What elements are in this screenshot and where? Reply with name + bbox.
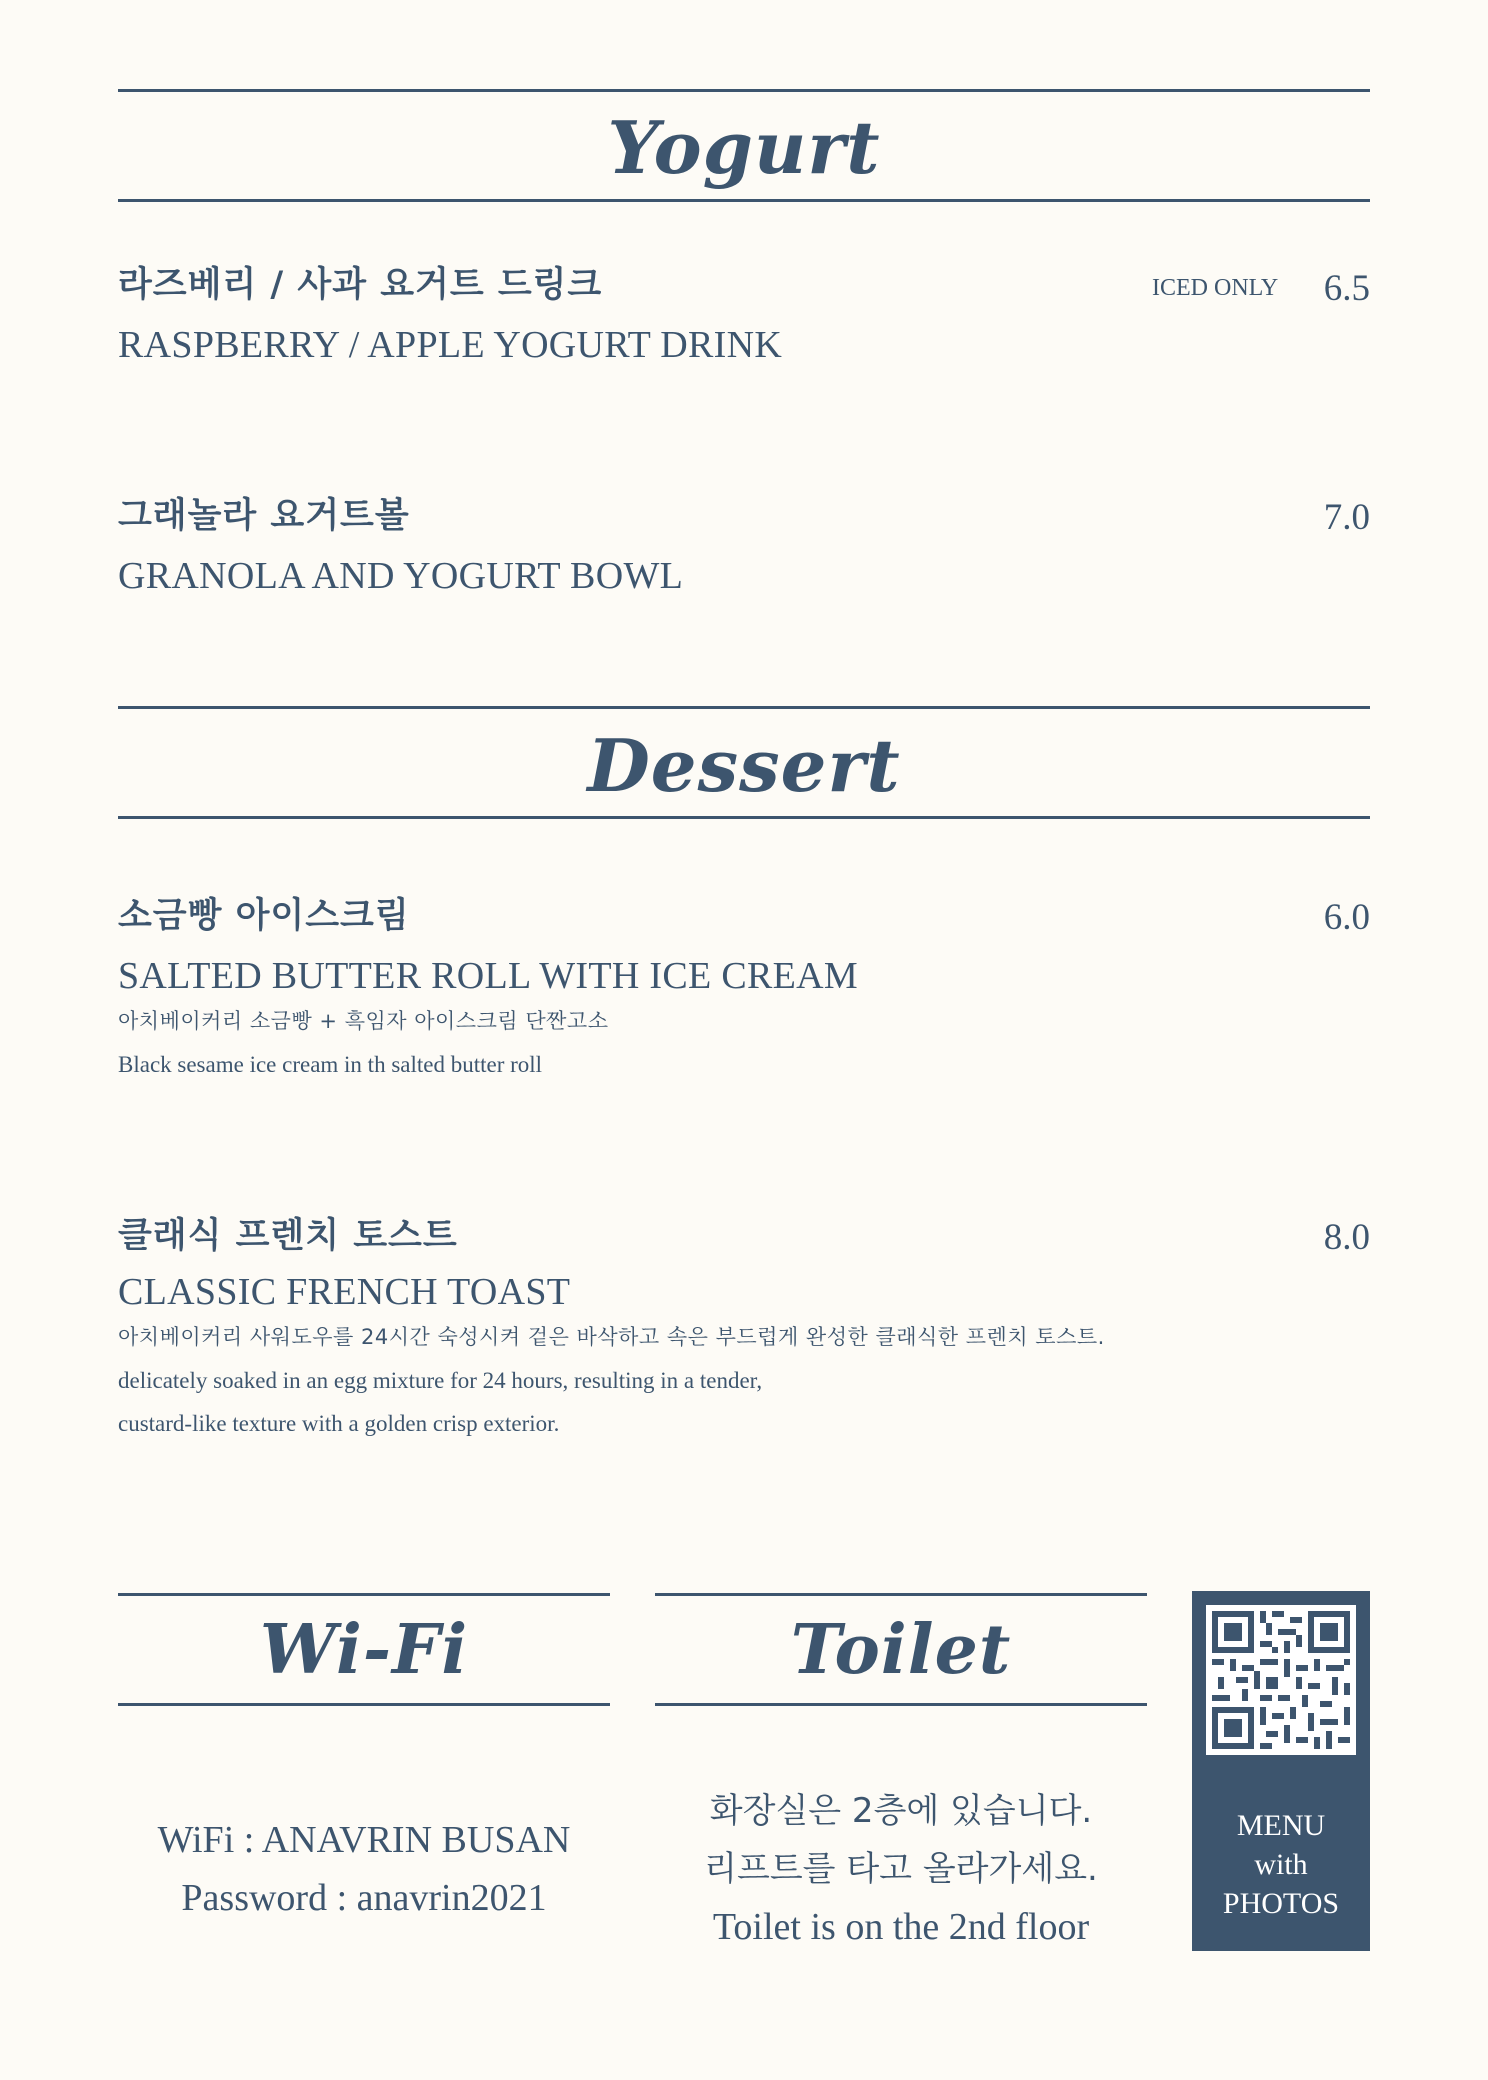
item-description-korean: 아치베이커리 소금빵 + 흑임자 아이스크림 단짠고소 [118,1009,609,1033]
item-description-english: Black sesame ice cream in th salted butter roll [118,1052,543,1077]
dessert-bottom-rule [118,816,1370,819]
item-description-english-line-2: custard-like texture with a golden crisp exterior. [118,1411,560,1436]
item-name-korean: 소금빵 아이스크림 [118,896,410,936]
menu-item-salted-butter-roll [118,896,858,1086]
menu-with-photos-label [1192,1806,1370,1923]
dessert-top-rule [118,706,1370,709]
item-description-english-line-1: delicately soaked in an egg mixture for 24 hours, resulting in a tender, [118,1368,763,1393]
item-price: 7.0 [1323,497,1370,538]
item-name-korean: 그래놀라 요거트볼 [118,496,410,536]
wifi-top-rule [118,1593,610,1596]
item-price: 6.0 [1323,897,1370,938]
item-name-english: RASPBERRY / APPLE YOGURT DRINK [118,324,783,366]
item-name-english: SALTED BUTTER ROLL WITH ICE CREAM [118,955,858,997]
qr-label-line-2: with [1254,1848,1308,1881]
menu-photos-qr-panel[interactable] [1192,1591,1370,1951]
toilet-bottom-rule [655,1703,1147,1706]
wifi-bottom-rule [118,1703,610,1706]
item-name-english: CLASSIC FRENCH TOAST [118,1271,571,1313]
toilet-section-title: Toilet [790,1610,1012,1690]
yogurt-top-rule [118,89,1370,92]
wifi-network-name: WiFi : ANAVRIN BUSAN [157,1819,571,1861]
qr-label-line-3: PHOTOS [1222,1887,1340,1920]
item-price: 8.0 [1323,1217,1370,1258]
wifi-section-title: Wi-Fi [259,1610,469,1690]
toilet-info-korean-line-2: 리프트를 타고 올라가세요. [704,1849,1098,1889]
wifi-password: Password : anavrin2021 [181,1877,547,1919]
menu-item-yogurt-drink [118,265,782,367]
toilet-info-korean-line-1: 화장실은 2층에 있습니다. [709,1791,1093,1831]
item-description-korean: 아치베이커리 사워도우를 24시간 숙성시켜 겉은 바삭하고 속은 부드럽게 완성한 클래식한 프렌치 토스트. [118,1325,1105,1349]
qr-code-icon[interactable] [1206,1605,1356,1755]
qr-label-line-1: MENU [1236,1809,1326,1842]
item-name-english: GRANOLA AND YOGURT BOWL [118,555,684,597]
item-name-korean: 라즈베리 / 사과 요거트 드링크 [118,265,603,305]
dessert-section-title: Dessert [587,723,901,808]
menu-item-granola-bowl [118,496,683,598]
yogurt-section-title: Yogurt [607,105,881,190]
item-name-korean: 클래식 프렌치 토스트 [118,1216,458,1256]
toilet-info-english: Toilet is on the 2nd floor [712,1906,1090,1948]
item-price: 6.5 [1323,268,1370,309]
toilet-top-rule [655,1593,1147,1596]
iced-only-note: ICED ONLY [1152,275,1279,301]
menu-item-french-toast [118,1216,1105,1445]
yogurt-bottom-rule [118,199,1370,202]
toilet-info [655,1782,1147,1956]
wifi-info [118,1811,610,1927]
